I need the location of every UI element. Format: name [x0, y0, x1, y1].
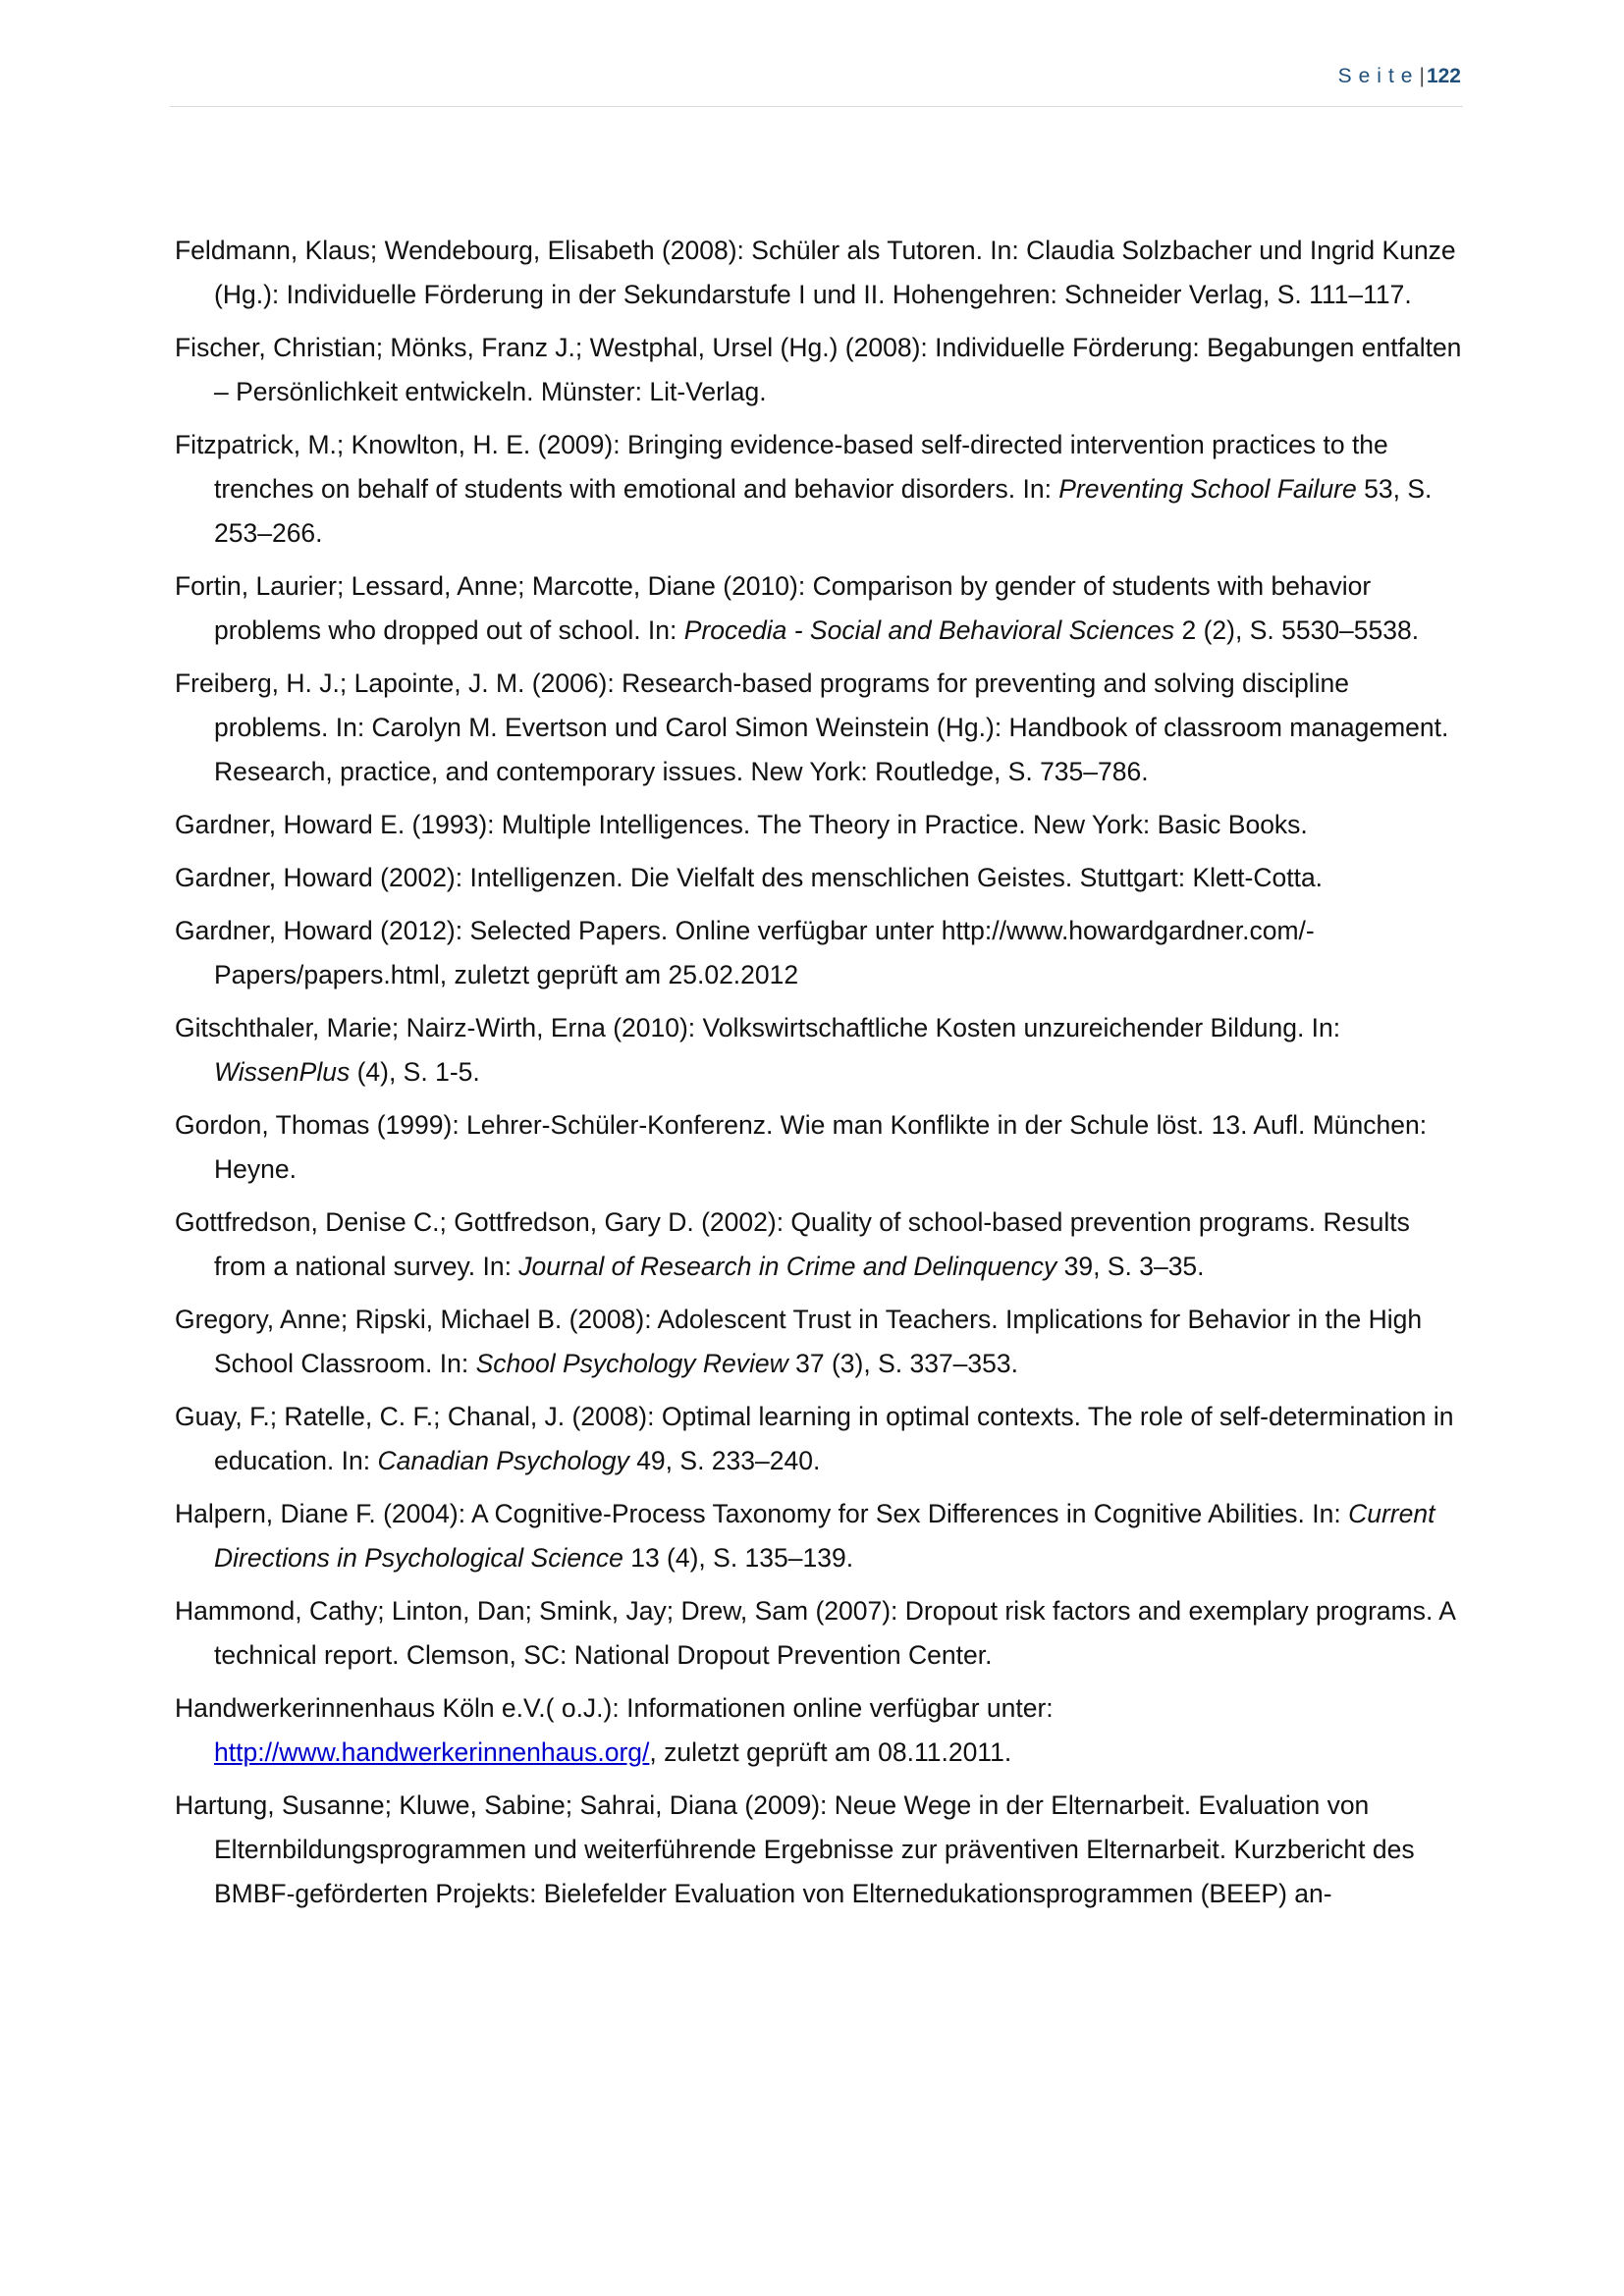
reference-entry [175, 1201, 1466, 1289]
reference-entry [175, 803, 1466, 847]
reference-entry [175, 564, 1466, 653]
reference-text: Gardner, Howard (2012): Selected Papers. Online verfügbar unter http://www.howardgardner.com/-Papers/papers.html, zuletzt geprüft am 25.02.2012 [175, 916, 1315, 989]
reference-entry [175, 856, 1466, 900]
reference-entry [175, 1103, 1466, 1192]
reference-text: (4), S. 1-5. [350, 1057, 480, 1087]
reference-entry [175, 1492, 1466, 1580]
reference-source-title: WissenPlus [214, 1057, 351, 1087]
page-number: 122 [1426, 65, 1461, 87]
reference-entry [175, 662, 1466, 794]
reference-source-title: Procedia - Social and Behavioral Sciences [683, 615, 1175, 645]
reference-text: Fitzpatrick, M.; Knowlton, H. E. (2009): Bringing evidence-based self-directed intervention practices to the trenches on behalf of students with emotional and behavior disorders. In: [175, 430, 1388, 504]
reference-text: Feldmann, Klaus; Wendebourg, Elisabeth (2008): Schüler als Tutoren. In: Claudia Solzbacher und Ingrid Kunze (Hg.): Individuelle Förderung in der Sekundarstufe I und II. Hohengehren: Schneider Verlag, S. 111–117. [175, 236, 1456, 309]
reference-link[interactable]: http://www.handwerkerinnenhaus.org/ [214, 1737, 650, 1767]
reference-entry [175, 1784, 1466, 1916]
reference-text: , zuletzt geprüft am 08.11.2011. [649, 1737, 1012, 1767]
reference-source-title: Preventing School Failure [1058, 474, 1357, 504]
reference-text: Hammond, Cathy; Linton, Dan; Smink, Jay; Drew, Sam (2007): Dropout risk factors and exemplary programs. A technical report. Clemson, SC: National Dropout Prevention Center. [175, 1596, 1455, 1670]
reference-source-title: Canadian Psychology [377, 1446, 629, 1475]
reference-text: Guay, F.; Ratelle, C. F.; Chanal, J. (2008): Optimal learning in optimal contexts. The role of self-determination in education. In: [175, 1402, 1454, 1475]
reference-text: Fortin, Laurier; Lessard, Anne; Marcotte, Diane (2010): Comparison by gender of students with behavior problems who dropped out of school. In: [175, 571, 1372, 645]
reference-text: Gordon, Thomas (1999): Lehrer-Schüler-Konferenz. Wie man Konflikte in der Schule löst. 13. Aufl. München: Heyne. [175, 1110, 1428, 1184]
reference-text: Fischer, Christian; Mönks, Franz J.; Westphal, Ursel (Hg.) (2008): Individuelle Förderung: Begabungen entfalten – Persönlichkeit entwickeln. Münster: Lit-Verlag. [175, 333, 1462, 406]
reference-text: Gardner, Howard E. (1993): Multiple Intelligences. The Theory in Practice. New York: Basic Books. [175, 810, 1308, 839]
reference-entry [175, 326, 1466, 414]
reference-entry [175, 1395, 1466, 1483]
reference-text: 53, S. 253–266. [214, 474, 1433, 548]
page-separator: | [1419, 65, 1425, 87]
reference-entry [175, 1686, 1466, 1775]
reference-source-title: School Psychology Review [475, 1349, 788, 1378]
reference-text: Gitschthaler, Marie; Nairz-Wirth, Erna (2010): Volkswirtschaftliche Kosten unzureichender Bildung. In: [175, 1013, 1341, 1042]
reference-text: Halpern, Diane F. (2004): A Cognitive-Process Taxonomy for Sex Differences in Cognitive Abilities. In: [175, 1499, 1349, 1528]
reference-list [175, 229, 1466, 1925]
reference-entry [175, 909, 1466, 997]
reference-text: 37 (3), S. 337–353. [787, 1349, 1018, 1378]
page-number-label [1338, 65, 1461, 88]
reference-text: 39, S. 3–35. [1056, 1252, 1205, 1281]
reference-text: Gottfredson, Denise C.; Gottfredson, Gary D. (2002): Quality of school-based prevention programs. Results from a national survey. In: [175, 1207, 1410, 1281]
reference-entry [175, 229, 1466, 317]
reference-text: Freiberg, H. J.; Lapointe, J. M. (2006): Research-based programs for preventing and solving discipline problems. In: Carolyn M. Evertson und Carol Simon Weinstein (Hg.): Handbook of classroom management. Research, practice, and contemporary issues. New York: Routledge, S. 735–786. [175, 668, 1449, 786]
reference-text: Hartung, Susanne; Kluwe, Sabine; Sahrai, Diana (2009): Neue Wege in der Elternarbeit. Evaluation von Elternbildungsprogrammen und weiterführende Ergebnisse zur präventiven Elternarbeit. Kurzbericht des BMBF-geförderten Projekts: Bielefelder Evaluation von Elternedukationsprogrammen (BEEP) an- [175, 1790, 1415, 1908]
reference-source-title: Current Directions in Psychological Science [214, 1499, 1435, 1573]
reference-text: Gregory, Anne; Ripski, Michael B. (2008): Adolescent Trust in Teachers. Implications for Behavior in the High School Classroom. In: [175, 1305, 1423, 1378]
reference-text: 2 (2), S. 5530–5538. [1174, 615, 1420, 645]
page-header [170, 61, 1463, 107]
reference-text: Gardner, Howard (2002): Intelligenzen. Die Vielfalt des menschlichen Geistes. Stuttgart: Klett-Cotta. [175, 863, 1324, 892]
reference-entry [175, 1589, 1466, 1678]
reference-text: Handwerkerinnenhaus Köln e.V.( o.J.): Informationen online verfügbar unter: [175, 1693, 1054, 1723]
reference-source-title: Journal of Research in Crime and Delinquency [518, 1252, 1057, 1281]
reference-entry [175, 423, 1466, 556]
reference-text: 49, S. 233–240. [628, 1446, 821, 1475]
reference-entry [175, 1298, 1466, 1386]
reference-text: 13 (4), S. 135–139. [623, 1543, 854, 1573]
reference-entry [175, 1006, 1466, 1095]
page-label: Seite [1337, 65, 1420, 87]
